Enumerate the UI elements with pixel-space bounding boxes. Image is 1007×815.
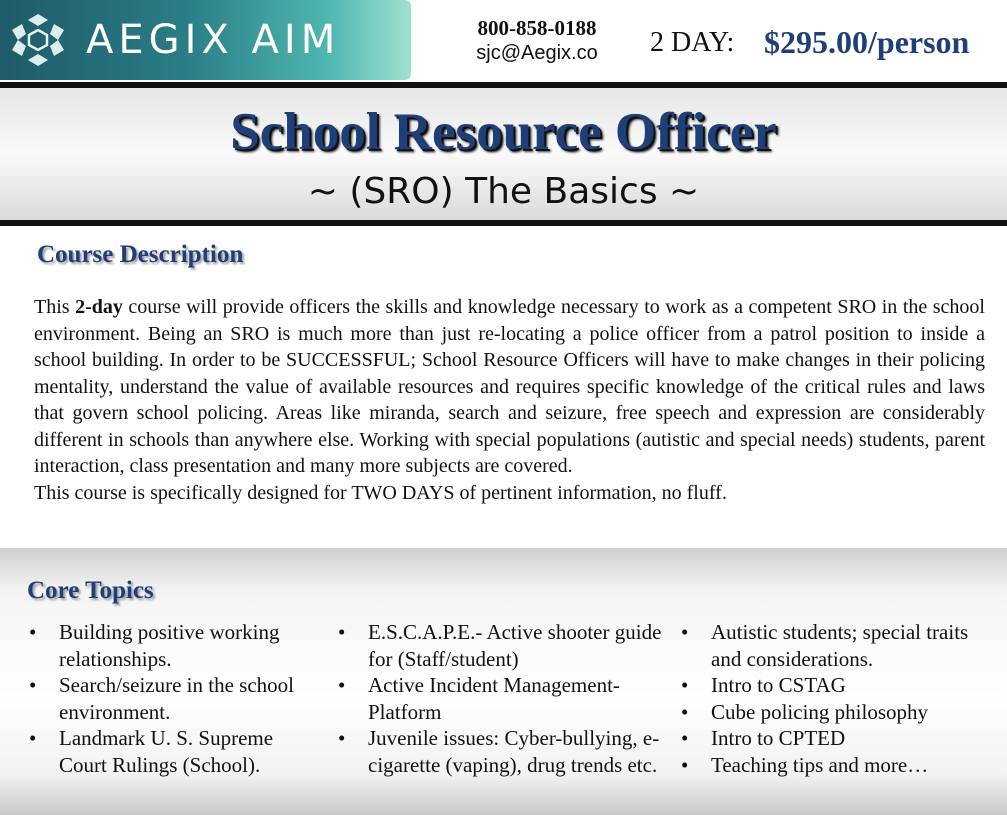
- course-description-heading: Course Description: [37, 241, 244, 268]
- aegix-hexagon-icon: [8, 10, 68, 70]
- topic-item: • Teaching tips and more…: [681, 752, 1001, 779]
- description-paragraph: [34, 294, 985, 480]
- topic-item: • Intro to CSTAG: [681, 672, 1001, 699]
- topic-item: • Active Incident Management- Platform: [338, 672, 673, 725]
- topic-item: • Building positive working relationships.: [29, 619, 324, 672]
- topic-item: • Intro to CPTED: [681, 725, 1001, 752]
- description-closing: This course is specifically designed for TWO DAYS of pertinent information, no fluff.: [34, 481, 727, 504]
- topic-item: • Landmark U. S. Supreme Court Rulings (School).: [29, 725, 324, 778]
- page-subtitle: ~ (SRO) The Basics ~: [307, 171, 700, 212]
- core-topics-column-2: [338, 619, 673, 778]
- header-bar: [0, 0, 1007, 82]
- topic-item: • E.S.C.A.P.E.- Active shooter guide for (Staff/student): [338, 619, 673, 672]
- core-topics-column-1: [29, 619, 324, 778]
- course-price: $295.00/person: [764, 24, 970, 60]
- core-topics-heading: Core Topics: [27, 577, 154, 604]
- phone-number: 800-858-0188: [477, 16, 597, 40]
- description-lead-bold: 2-day: [75, 296, 123, 318]
- topic-item: • Juvenile issues: Cyber-bullying, e-cigarette (vaping), drug trends etc.: [338, 725, 673, 778]
- description-lead: This: [34, 296, 76, 318]
- topic-item: • Autistic students; special traits and considerations.: [681, 619, 1001, 672]
- course-duration: 2 DAY:: [650, 27, 735, 58]
- core-topics-column-3: [681, 619, 1001, 778]
- title-banner: [0, 82, 1007, 226]
- description-text: course will provide officers the skills and knowledge necessary to work as a competent SRO in the school environment. Being an SRO is much more than just re-locating a police officer from a patrol position to inside a school building. In order to be SUCCESSFUL; School Resource Officers will have to make changes in their policing mentality, understand the value of available resources and requires specific knowledge of the critical rules and laws that govern school policing. Areas like miranda, search and seizure, free speech and expression are considerably different in schools than anywhere else. Working with special populations (autistic and special needs) students, parent interaction, class presentation and many more subjects are covered.: [34, 296, 985, 477]
- topic-item: • Cube policing philosophy: [681, 699, 1001, 726]
- brand-name: AEGIX AIM: [86, 17, 341, 63]
- contact-info: [452, 16, 622, 66]
- brand-logo: [0, 0, 411, 80]
- email-address: sjc@Aegix.co: [476, 42, 598, 64]
- course-description-body: [34, 294, 985, 506]
- page-title: School Resource Officer: [230, 103, 777, 161]
- topic-item: • Search/seizure in the school environment.: [29, 672, 324, 725]
